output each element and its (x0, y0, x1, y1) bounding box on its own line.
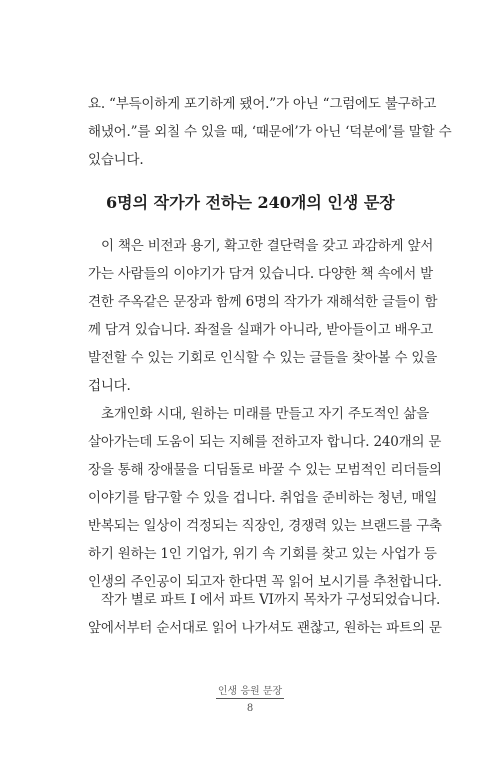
page-footer (0, 682, 500, 714)
text-line: 반복되는 일상이 걱정되는 직장인, 경쟁력 있는 브랜드를 구축 (88, 518, 442, 534)
page-number: 8 (246, 703, 254, 714)
text-line: 하기 원하는 1인 기업가, 위기 속 기회를 찾고 있는 사업가 등 (88, 546, 437, 562)
running-title: 인생 응원 문장 (216, 682, 284, 699)
text-line: 이야기를 탐구할 수 있을 겁니다. 취업을 준비하는 청년, 매일 (88, 490, 438, 506)
paragraph-intro (88, 90, 452, 174)
section-heading: 6명의 작가가 전하는 240개의 인생 문장 (106, 193, 395, 212)
text-line: 견한 주옥같은 문장과 함께 6명의 작가가 재해석한 글들이 함 (88, 294, 438, 310)
text-line: 있습니다. (88, 152, 144, 168)
text-line: 요. “부득이하게 포기하게 됐어.”가 아닌 “그럼에도 불구하고 (88, 96, 437, 112)
text-line: 해냈어.”를 외칠 수 있을 때, ‘때문에’가 아닌 ‘덕분에’를 말할 수 (88, 124, 452, 140)
paragraph-1 (88, 232, 438, 400)
paragraph-2 (88, 400, 442, 596)
text-line: 이 책은 비전과 용기, 확고한 결단력을 갖고 과감하게 앞서 (101, 238, 434, 254)
text-line: 께 담겨 있습니다. 좌절을 실패가 아니라, 받아들이고 배우고 (88, 322, 434, 338)
text-line: 살아가는데 도움이 되는 지혜를 전하고자 합니다. 240개의 문 (88, 434, 442, 450)
text-line: 인생의 주인공이 되고자 한다면 꼭 읽어 보시기를 추천합니다. (88, 574, 442, 590)
paragraph-3 (88, 586, 442, 642)
text-line: 작가 별로 파트 I 에서 파트 VI까지 목차가 구성되었습니다. (101, 592, 441, 608)
text-line: 초개인화 시대, 원하는 미래를 만들고 자기 주도적인 삶을 (101, 406, 430, 422)
text-line: 겁니다. (88, 378, 131, 394)
text-line: 장을 통해 장애물을 디딤돌로 바꿀 수 있는 모범적인 리더들의 (88, 462, 442, 478)
text-line: 발전할 수 있는 기회로 인식할 수 있는 글들을 찾아볼 수 있을 (88, 350, 438, 366)
text-line: 가는 사람들의 이야기가 담겨 있습니다. 다양한 책 속에서 발 (88, 266, 434, 282)
text-line: 앞에서부터 순서대로 읽어 나가셔도 괜찮고, 원하는 파트의 문 (88, 620, 442, 636)
